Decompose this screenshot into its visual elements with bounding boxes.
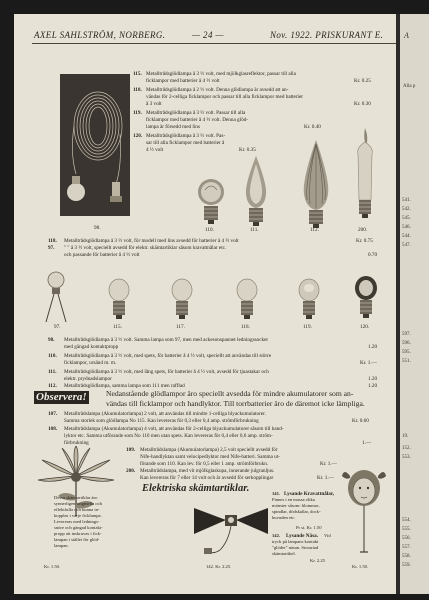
light-bulb-icon — [350, 126, 380, 236]
nose-product-title: Lysande Näsa. — [286, 533, 318, 539]
left-product-desc-8: lampan. — [54, 543, 69, 548]
edge-num-12: 553. — [402, 455, 411, 460]
item-115-number: 115. — [133, 71, 142, 77]
mid-item-97-number: 97. — [48, 245, 55, 251]
lower-item-98-number: 98. — [48, 337, 55, 343]
header-rule — [32, 43, 396, 44]
edge-num-9: 551. — [402, 359, 411, 364]
acc-item-107-text2: Samma storlek som glödlampa No 115. Kan levereras för 0,3 eller 0,4 amp. strömförbrukning — [64, 418, 259, 424]
edge-num-5: 547. — [402, 243, 411, 248]
acc-item-109-text: Metalltrådslampa (Akumulatorlampa) 2,5 volt speciellt avsedd för — [140, 447, 278, 453]
acc-item-108-text3: förbrukning — [64, 440, 89, 446]
lower-item-112-text: Metalltrådsglödlampa, samma lampa som 111 men rafflad — [64, 383, 185, 389]
bulb-label-120: 120. — [360, 324, 370, 330]
item-120-number: 120. — [133, 133, 143, 139]
item-119-number: 119. — [133, 110, 142, 116]
nose-product-desc-2: "glöder" näsan. Storartad — [272, 545, 319, 550]
observera-label: Observera! — [36, 391, 87, 403]
observera-line1: Nedanstående glödlampor äro speciellt avsedda för mindre akumulatorer som an- — [106, 389, 354, 398]
nose-product-price: Kr. 2.25 — [310, 558, 325, 563]
edge-num-14: 555. — [402, 527, 411, 532]
item-120-line3: 4 ½ volt — [146, 147, 164, 153]
light-bulb-icon — [234, 276, 260, 330]
light-bulb-icon — [40, 268, 72, 330]
right-product-price: Pr st. Kr. 1.50 — [296, 525, 322, 530]
item-119-line1: Metalltrådsglödlampa å 3 ½ volt. Passar till alla — [146, 110, 246, 116]
figure-head-icon — [340, 466, 388, 558]
mid-item-118-number: 118. — [48, 238, 57, 244]
nose-product-desc-3: skämtartikel. — [272, 551, 296, 556]
mid-item-97-text2: och passande för batterier å 4 ½ volt — [64, 252, 140, 258]
lower-item-110-price: Kr. 1.— — [360, 360, 377, 366]
nose-product-desc-1: tryck på lampans kontakt — [272, 539, 319, 544]
acc-item-107-text: Metalltrådslampa (Akumulatorlampa) 2 volt, att användas till mindre 1-celliga blyackumulatorer. — [64, 411, 266, 417]
acc-item-108-number: 108. — [48, 426, 58, 432]
acc-item-108-text: Metalltrådslampa (Akumulatorlampa) 4 volt, att användas för 2-celliga blyackumulatorer såsom till hand- — [64, 426, 284, 432]
mid-item-118-text: Metalltrådsglödlampa å 3 ½ volt, för modell med lins avsedd för batterier å 4 ½ volt — [64, 238, 239, 244]
nose-product-desc-0: Vid — [324, 533, 331, 538]
lower-item-111-text: Metalltrådsglödlampa å 3 ½ volt, med lång spets, för batterier å 4 ½ volt, avsedd för tjuastakar och — [64, 369, 269, 375]
bulb-label-97: 97. — [54, 324, 61, 330]
left-product-desc-2: effektfulla och kunna in- — [54, 507, 100, 512]
nose-product-number: 142. — [272, 533, 281, 538]
left-product-desc-0: Dessa skämtartiklar äro — [54, 495, 98, 500]
item-120-line1: Metalltrådsglödlampa å 3 ½ volt. Pas- — [146, 133, 226, 139]
light-bulb-icon — [296, 276, 322, 330]
catalog-page — [14, 14, 396, 594]
edge-num-13: 554. — [402, 518, 411, 523]
lower-item-111-number: 111. — [48, 369, 57, 375]
bulb-label-110: 110. — [205, 227, 214, 233]
edge-num-2: 545. — [402, 216, 411, 221]
edge-num-8: 595. — [402, 350, 411, 355]
bulb-label-115: 115. — [113, 324, 122, 330]
acc-item-200-text: Metalltrådslampa, med vit mjölkglaskupa, innerande julgranljus. — [140, 468, 275, 474]
bulb-label-117: 117. — [176, 324, 185, 330]
bulb-label-111: 111. — [250, 227, 259, 233]
acc-item-200-text2: Kan levereras för 7 eller 14 volt och är avsedd för serkopplingar — [140, 475, 274, 481]
lower-item-111-text2: elektr. prydnadslampor — [64, 376, 112, 382]
left-product-desc-5: snöre och gängad kontakt- — [54, 525, 103, 530]
lower-item-110-text2: ficklampor, ursänd m. m. — [64, 360, 117, 366]
bulb-label-98: 98. — [94, 225, 101, 231]
left-product-desc-6: propp att inskruvas i fick- — [54, 531, 102, 536]
item-118a-line2: vändas för 2-celliga ficklampor och passar till alla ficklampor med batterier — [146, 94, 304, 100]
edge-num-17: 558. — [402, 554, 411, 559]
item-118a-line3: å 3 volt — [146, 101, 162, 107]
right-product-number: 141. — [272, 491, 281, 496]
left-product-desc-4: Levereras med lednings- — [54, 519, 100, 524]
edge-header-letter: A — [404, 31, 409, 40]
mid-item-97-price: 0.70 — [368, 252, 378, 258]
mid-item-97-text: " " å 3 ½ volt, speciellt avsedd för elektr. skämtartiklar såsom kravattnålar etc. — [64, 245, 227, 251]
edge-num-4: 544. — [402, 234, 411, 239]
edge-num-3: 546. — [402, 225, 411, 230]
mid-item-118-price: Kr. 0.75 — [356, 238, 373, 244]
item-119-line3: lampa är försedd med lins — [146, 124, 200, 130]
header-price-list: Nov. 1922. PRISKURANT E. — [270, 30, 384, 40]
lower-item-110-text: Metalltrådsglödlampa å 3 ½ volt, med spets, för batterier å 4 ½ volt, speciellt att användas till större — [64, 353, 272, 359]
item-115-line2: ficklampor med batterier å 4 ½ volt — [146, 78, 220, 84]
bottom-price-left: Kr. 1.50. — [44, 564, 61, 569]
edge-num-7: 596. — [402, 341, 411, 346]
item-115-price: Kr. 0.25 — [354, 78, 371, 84]
light-bulb-icon — [239, 154, 273, 236]
bulb-label-118: 118. — [241, 324, 250, 330]
bulb-label-200: 200. — [358, 227, 368, 233]
right-product-title: Lysande Kravattnålar, — [284, 491, 334, 497]
item-120-price: Kr. 0.35 — [239, 147, 256, 153]
coiled-cord-icon — [60, 74, 130, 216]
item-115-line1: Metalltrådsglödlampa å 3 ½ volt, med mjölkglasreflektor, passar till alla — [146, 71, 296, 77]
edge-num-11: 152. — [402, 446, 411, 451]
adjacent-page-edge — [400, 14, 429, 594]
lower-item-110-number: 110. — [48, 353, 57, 359]
coiled-cord-photo — [60, 74, 130, 216]
right-product-desc-2: spindlar, dödskallar, dock- — [272, 509, 321, 514]
edge-num-6: 597. — [402, 332, 411, 337]
acc-item-109-text3: förande som 110. Kan lev. för 0,5 eller 1 amp. strömförbrukn. — [140, 461, 269, 467]
acc-item-107-number: 107. — [48, 411, 58, 417]
header-company: AXEL SAHLSTRÖM, NORBERG. — [34, 30, 166, 40]
item-118a-line1: Metalltrådsglödlampa å 2 ½ volt. Denna glödlampa är avsedd att an- — [146, 87, 289, 93]
header-page-number: — 24 — — [192, 30, 224, 40]
light-bulb-icon — [194, 164, 228, 234]
section-title: Elektriska skämtartiklar. — [142, 483, 250, 494]
light-bulb-icon — [169, 276, 195, 330]
edge-num-18: 559. — [402, 563, 411, 568]
lower-item-98-text2: med gängad kontaktpropp — [64, 344, 119, 350]
acc-item-109-price: Kr. 1.— — [320, 461, 337, 467]
acc-item-108-text2: lyktor etc. Samma utförande som No 110 men utan spets. Kan levereras för 0,4 eller 0,6 amp. ström- — [64, 433, 273, 439]
lower-item-111-price: 1.20 — [368, 376, 378, 382]
acc-item-108-price: 1.— — [362, 440, 372, 446]
acc-item-109-text2: Nife-handlyktan samt velocipedlyktor med Nife-batteri. Samma ut- — [140, 454, 280, 460]
bulb-label-119: 119. — [303, 324, 312, 330]
edge-num-10: 19. — [402, 434, 409, 439]
left-product-desc-3: kopplas i varje ficklampa. — [54, 513, 102, 518]
acc-item-107-price: Kr. 0.60 — [352, 418, 369, 424]
right-product-desc-0: Finnes i en massa olika — [272, 497, 315, 502]
left-product-desc-7: lampan i stället för glöd- — [54, 537, 100, 542]
acc-item-109-number: 109. — [126, 447, 136, 453]
item-118a-number: 118. — [133, 87, 142, 93]
edge-num-16: 557. — [402, 545, 411, 550]
edge-word: Alla p — [403, 84, 416, 89]
bottom-price-right: Kr. 1.50. — [352, 564, 369, 569]
lower-item-112-number: 112. — [48, 383, 57, 389]
item-119-line2: ficklampor med batterier å 4 ½ volt. Denna glöd- — [146, 117, 248, 123]
acc-item-200-number: 200. — [126, 468, 136, 474]
item-118a-price: Kr. 0.30 — [354, 101, 371, 107]
light-bulb-icon — [106, 276, 132, 330]
light-bulb-icon — [352, 274, 380, 330]
left-product-desc-1: synnerligen originella och — [54, 501, 102, 506]
bow-tie-icon — [190, 498, 272, 558]
edge-num-15: 556. — [402, 536, 411, 541]
edge-num-1: 542. — [402, 207, 411, 212]
light-bulb-icon — [298, 138, 334, 236]
right-product-desc-1: mönster såsom: blommor, — [272, 503, 320, 508]
right-product-desc-3: huvuden etc. — [272, 515, 296, 520]
item-119-price: Kr. 0.40 — [304, 124, 321, 130]
lower-item-98-price: 1.20 — [368, 344, 378, 350]
edge-num-0: 541. — [402, 198, 411, 203]
item-120-line2: sar till alla ficklampor med batterier å — [146, 140, 225, 146]
bulb-label-112: 112. — [310, 227, 319, 233]
acc-item-200-price: Kr. 1.— — [317, 475, 334, 481]
bottom-price-center: 142. Kr. 2.25. — [206, 564, 232, 569]
lower-item-112-price: 1.20 — [368, 383, 378, 389]
observera-line2: vändas till ficklampor och handlyktor. Till torrbatterier äro de däremot icke lämpliga. — [106, 399, 365, 408]
lower-item-98-text: Metalltrådsglödlampa å 3 ½ volt. Samma lampa som 97, men med ackesonspannet ledningssocket — [64, 337, 268, 343]
